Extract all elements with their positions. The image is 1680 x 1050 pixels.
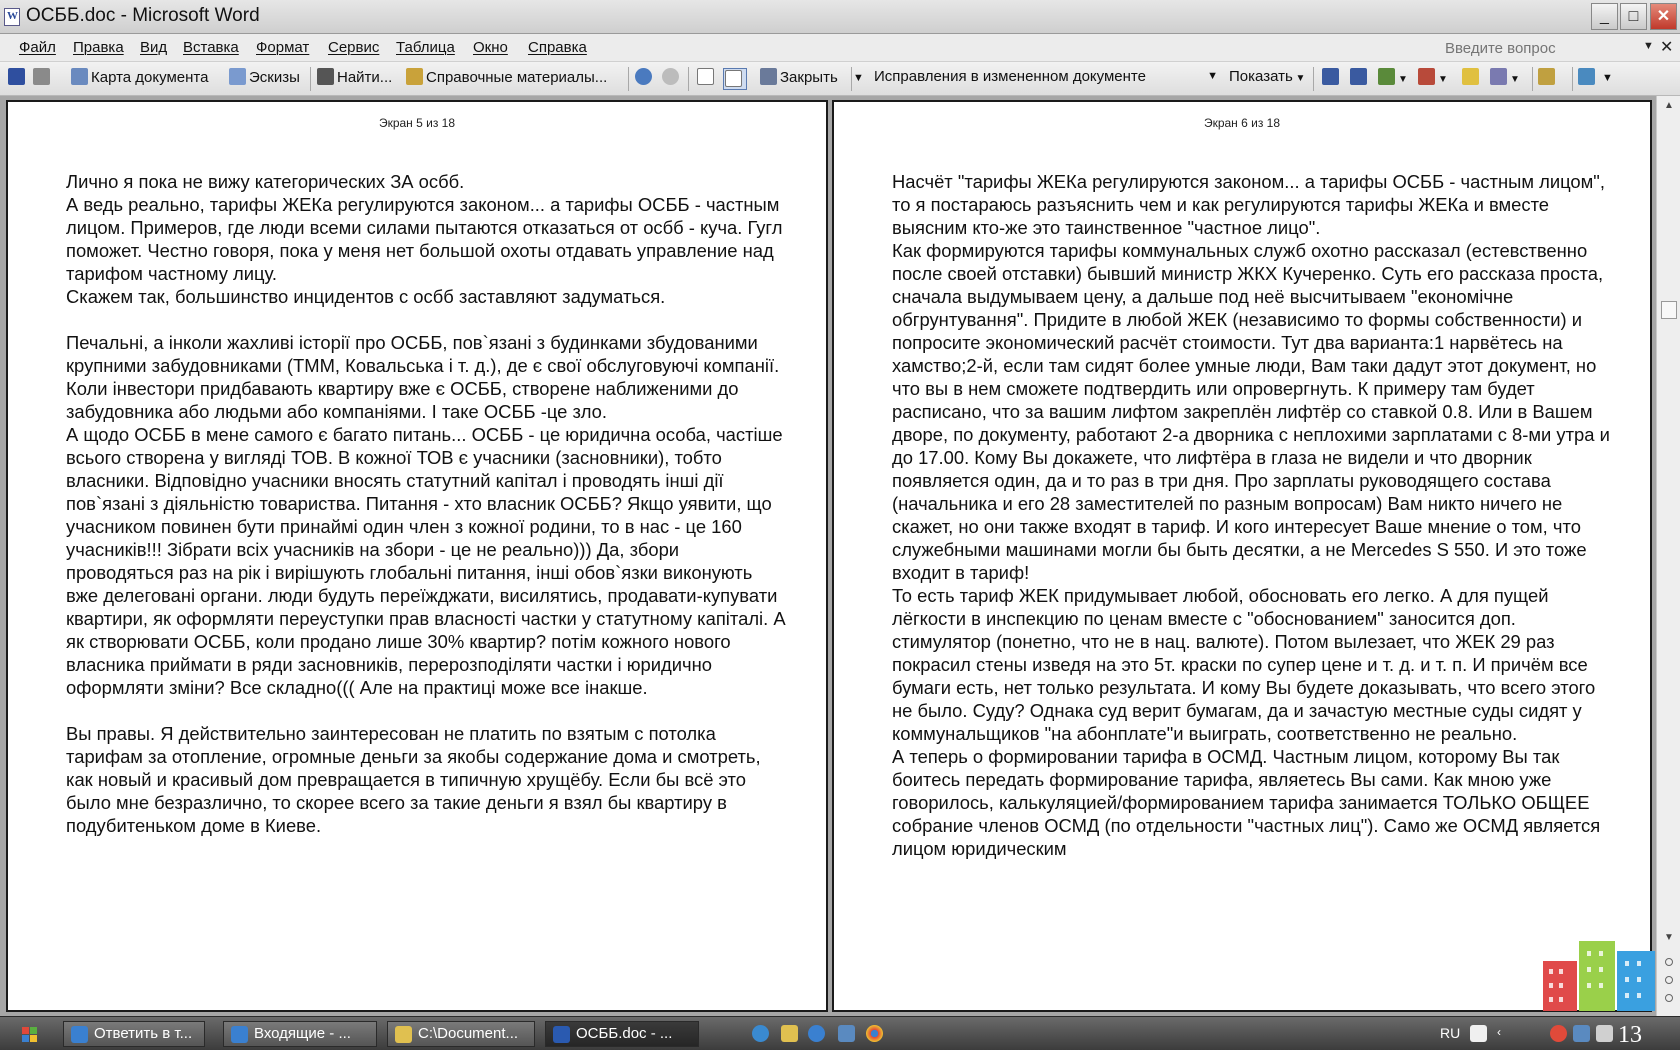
document-area: [0, 96, 1680, 1016]
clock[interactable]: 13: [1618, 1022, 1642, 1048]
tray-status-icon[interactable]: [1550, 1025, 1567, 1042]
toolbar-options-chevron-icon[interactable]: ▼: [1602, 72, 1613, 84]
taskbar-item-label: Входящие - ...: [254, 1025, 351, 1042]
thumbnails-icon: [229, 68, 246, 85]
toolbar-separator: [310, 67, 311, 91]
taskbar-item-browser-inbox[interactable]: [223, 1021, 377, 1047]
vertical-scrollbar[interactable]: [1656, 96, 1680, 1016]
reading-page-right[interactable]: [832, 100, 1652, 1012]
taskbar-item-label: ОСББ.doc - ...: [576, 1025, 673, 1042]
title-bar: [0, 0, 1680, 34]
find-button[interactable]: [317, 68, 392, 90]
close-reading-button[interactable]: [760, 68, 838, 90]
menu-tools[interactable]: Сервис: [328, 39, 380, 56]
scroll-up-icon[interactable]: ▲: [1664, 100, 1674, 111]
minimize-button[interactable]: _: [1591, 3, 1618, 30]
screen-number-label: Экран 5 из 18: [378, 116, 456, 130]
paragraph: То есть тариф ЖЕК придумывает любой, обосновать его легко. А для пущей лёгкости в инспекцию по ценам вместе с "обоснованием" заносится доп. стимулятор (понетно, что не в нац. валюте). Потом вылезает, что ЖЕК 29 раз покрасил стены изведя на это 5т. краски по супер цене и т. д. и т. п. И причём все бумаги есть, нет только результата. И кому Вы будете доказывать, что всего этого не было. Суду? Однака суд верит бумагам, да и зачастую местные суды сидят у коммунальщиков "на абонплате"и выиграть, соответственно не реально.: [892, 585, 1596, 744]
reading-toolbar: [0, 62, 1680, 96]
quicklaunch-chrome-icon[interactable]: [866, 1025, 883, 1042]
next-page-icon[interactable]: [1665, 994, 1673, 1002]
paragraph: Вы правы. Я действительно заинтересован не платить по взятым с потолка тарифам за отопление, огромные деньги за якобы содержание дома и смотреть, как новый и красивый дом превращается в типичную хрущёбу. Если бы всё это было мне безразлично, то скорее всего за такие деньги я взял бы квартиру в подубитеньком доме в Киеве.: [66, 723, 761, 836]
page-text: [892, 170, 1612, 860]
insert-comment-icon[interactable]: [1462, 68, 1482, 90]
taskbar-item-browser-reply[interactable]: [63, 1021, 205, 1047]
multiple-pages-icon[interactable]: [723, 68, 747, 90]
internet-explorer-icon: [231, 1026, 248, 1043]
menu-format[interactable]: Формат: [256, 39, 310, 56]
display-for-review-select[interactable]: [874, 68, 1222, 90]
paragraph: Скажем так, большинство инцидентов с осбб заставляют задуматься.: [66, 286, 666, 307]
tray-app-icon[interactable]: [1470, 1025, 1487, 1042]
menu-help[interactable]: Справка: [528, 39, 587, 56]
display-for-review-value: Исправления в измененном документе: [874, 68, 1146, 85]
quicklaunch-ie-icon[interactable]: [808, 1025, 825, 1042]
taskbar: [0, 1016, 1680, 1050]
picture-icon[interactable]: [1578, 68, 1598, 90]
windows-start-icon[interactable]: [8, 1025, 48, 1045]
scroll-down-icon[interactable]: ▼: [1664, 932, 1674, 943]
toolbar-separator: [1313, 67, 1314, 91]
paragraph: Насчёт "тарифы ЖЕКа регулируются законом... а тарифы ОСББ - частным лицом", то я постараюсь разъяснить чем и как регулируются тарифы ЖЕКа и вместе выясним кто-же это таинственное "частное лицо".: [892, 171, 1605, 238]
save-icon[interactable]: [8, 68, 28, 90]
taskbar-item-label: Ответить в т...: [94, 1025, 193, 1042]
chevron-down-icon[interactable]: ▼: [1643, 40, 1654, 52]
document-map-label: Карта документа: [91, 69, 209, 86]
tray-arrow-icon[interactable]: ‹: [1497, 1025, 1501, 1039]
taskbar-item-label: C:\Document...: [418, 1025, 519, 1042]
menu-table[interactable]: Таблица: [396, 39, 455, 56]
toolbar-separator: [1532, 67, 1533, 91]
paragraph: А ведь реально, тарифы ЖЕКа регулируются законом... а тарифы ОСББ - частным лицом. Примеров, где люди всеми силами пытаются отказаться от осбб - куча. Гугл поможет. Честно говоря, пока у меня нет большой охоты отдавать управление над тарифом частному лицу.: [66, 194, 783, 284]
reading-page-left[interactable]: [6, 100, 828, 1012]
toolbar-separator: [1572, 67, 1573, 91]
quicklaunch-desktop-icon[interactable]: [838, 1025, 855, 1042]
screen-number-label: Экран 6 из 18: [1203, 116, 1281, 130]
quicklaunch-folder-icon[interactable]: [781, 1025, 798, 1042]
zoom-out-icon[interactable]: [662, 68, 682, 90]
close-document-button[interactable]: ✕: [1660, 39, 1674, 56]
blank-line: [66, 699, 786, 722]
binoculars-icon: [317, 68, 334, 85]
folder-icon: [395, 1026, 412, 1043]
previous-change-icon[interactable]: [1322, 68, 1342, 90]
reject-change-icon[interactable]: ▼: [1418, 68, 1448, 90]
menu-view[interactable]: Вид: [140, 39, 168, 56]
browse-object-icon[interactable]: [1665, 976, 1673, 984]
menu-bar: [0, 34, 1680, 62]
reviewing-pane-icon[interactable]: [1538, 68, 1558, 90]
word-icon: [553, 1026, 570, 1043]
book-icon: [760, 68, 777, 85]
paragraph: А теперь о формировании тарифа в ОСМД. Частным лицом, которому Вы так боитесь передать формирование тарифа, являетесь Вы сами. Как мною уже говорилось, калькуляцией/формированием тарифа занимается ТОЛЬКО ОБЩЕЕ собрание членов ОСМД (по отдельности "частных лиц"). Само же ОСМД является лицом юридическим: [892, 746, 1601, 859]
previous-page-icon[interactable]: [1665, 958, 1673, 966]
menu-edit[interactable]: Правка: [73, 39, 124, 56]
document-map-icon: [71, 68, 88, 85]
language-indicator[interactable]: RU: [1440, 1025, 1461, 1041]
tray-network-icon[interactable]: [1573, 1025, 1590, 1042]
tray-volume-icon[interactable]: [1596, 1025, 1613, 1042]
ask-question-input[interactable]: [1445, 38, 1640, 58]
watermark-logo: [1543, 941, 1655, 1011]
menu-insert[interactable]: Вставка: [183, 39, 239, 56]
quicklaunch-app-icon[interactable]: [752, 1025, 769, 1042]
actual-page-icon[interactable]: [697, 68, 717, 90]
page-text: [66, 170, 786, 837]
research-label: Справочные материалы...: [426, 69, 608, 86]
zoom-in-icon[interactable]: [635, 68, 655, 90]
paragraph: Печальні, а інколи жахливі історії про ОСББ, пов`язані з будинками збудованими крупними забудовниками (ТММ, Ковальська і т. д.), де є свої обслуговуючі компанії. Коли інвестори придбавають квартиру вже є ОСББ, створене наближеними до забудовника або людьми або компаніями. І таке ОСББ -це зло.: [66, 332, 780, 422]
document-map-button[interactable]: [71, 68, 208, 90]
taskbar-item-explorer[interactable]: [387, 1021, 535, 1047]
thumbnails-label: Эскизы: [249, 69, 300, 86]
research-icon: [406, 68, 423, 85]
toolbar-separator: [628, 67, 629, 91]
window-title: ОСББ.doc - Microsoft Word: [26, 5, 260, 26]
find-label: Найти...: [337, 69, 393, 86]
print-icon[interactable]: [33, 68, 53, 90]
paragraph: А щодо ОСББ в мене самого є багато питань... ОСББ - це юридична особа, частіше всього створена у вигляді ТОВ. В кожної ТОВ є учасники (засновники), тобто власники. Відповідно учасники вносять статутний капітал і проводять інші дії пов`язані з діяльністю товариства. Питання - хто власник ОСББ? Якщо уявити, що учасником повинен бути принаймі один член з кожної родини, то в нас - це 160 учасників!!! Зібрати всіх учасників на збори - це не реально))) Да, збори проводяться раз на рік і вирішують глобальні питання, інші обов`язки виконують вже делеговані органи. люди будуть переїжджати, висилятись, продавати-купувати квартири, як оформляти переуступки прав власності частки у статутному капіталі. А як створювати ОСББ, коли продано лише 30% квартир? потім кожного нового власника приймати в ряди засновників, перерозподіляти частки і юридично оформляти зміни? Все складно((( Але на практиці може все інакше.: [66, 424, 786, 698]
toolbar-separator: [688, 67, 689, 91]
close-reading-label: Закрыть: [780, 69, 838, 86]
track-changes-icon[interactable]: ▼: [1490, 68, 1520, 90]
close-window-button[interactable]: ✕: [1650, 3, 1677, 30]
toolbar-separator: [851, 67, 852, 91]
toolbar-options-chevron-icon[interactable]: ▼: [853, 72, 864, 84]
next-change-icon[interactable]: [1350, 68, 1370, 90]
chevron-down-icon: ▼: [1207, 70, 1218, 82]
maximize-button[interactable]: □: [1620, 3, 1647, 30]
paragraph: Как формируются тарифы коммунальных служб охотно рассказал (естевственно после своей отставки) бывший министр ЖКХ Кучеренко. Суть его рассказа проста, сначала выдумываем цену, а дальше под неё высчитываем "економічне обгрунтування". Придите в любой ЖЕК (независимо то формы собственности) и попросите экономический расчёт стоимости. Тут два варианта:1 нарвётесь на хамство;2-й, если там сидят более умные люди, Вам таки дадут этот документ, но что вы в нем сможете подтвердить или опровергнуть. К примеру там будет расписано, что за вашим лифтом закреплён лифтёр со ставкой 0.8. Или в Вашем дворе, по документу, работают 2-а дворника с неплохими зарплатами с 8-ми утра и до 17.00. Кому Вы докажете, что лифтёра в глаза не видели и что дворник появляется один, да и то раз в три дня. Про зарплаты руководящего состава (начальника и его 28 заместителей по разным вопросам) Вам никто ничего не скажет, но они также входят в тариф. И кого интересует Ваше мнение о том, что служебными машинами могли бы быть десятки, а не Mercedes S 550. И это тоже входит в тариф!: [892, 240, 1610, 583]
taskbar-item-word[interactable]: [545, 1021, 699, 1047]
accept-change-icon[interactable]: ▼: [1378, 68, 1408, 90]
scroll-thumb[interactable]: [1661, 301, 1677, 319]
paragraph: Лично я пока не вижу категорических ЗА осбб.: [66, 171, 465, 192]
thumbnails-button[interactable]: [229, 68, 300, 90]
internet-explorer-icon: [71, 1026, 88, 1043]
research-button[interactable]: [406, 68, 607, 90]
show-markup-label: Показать: [1229, 68, 1293, 85]
menu-file[interactable]: Файл: [19, 39, 56, 56]
blank-line: [66, 308, 786, 331]
menu-window[interactable]: Окно: [473, 39, 508, 56]
show-markup-button[interactable]: Показать ▼: [1229, 68, 1306, 85]
word-doc-icon[interactable]: [4, 8, 20, 26]
